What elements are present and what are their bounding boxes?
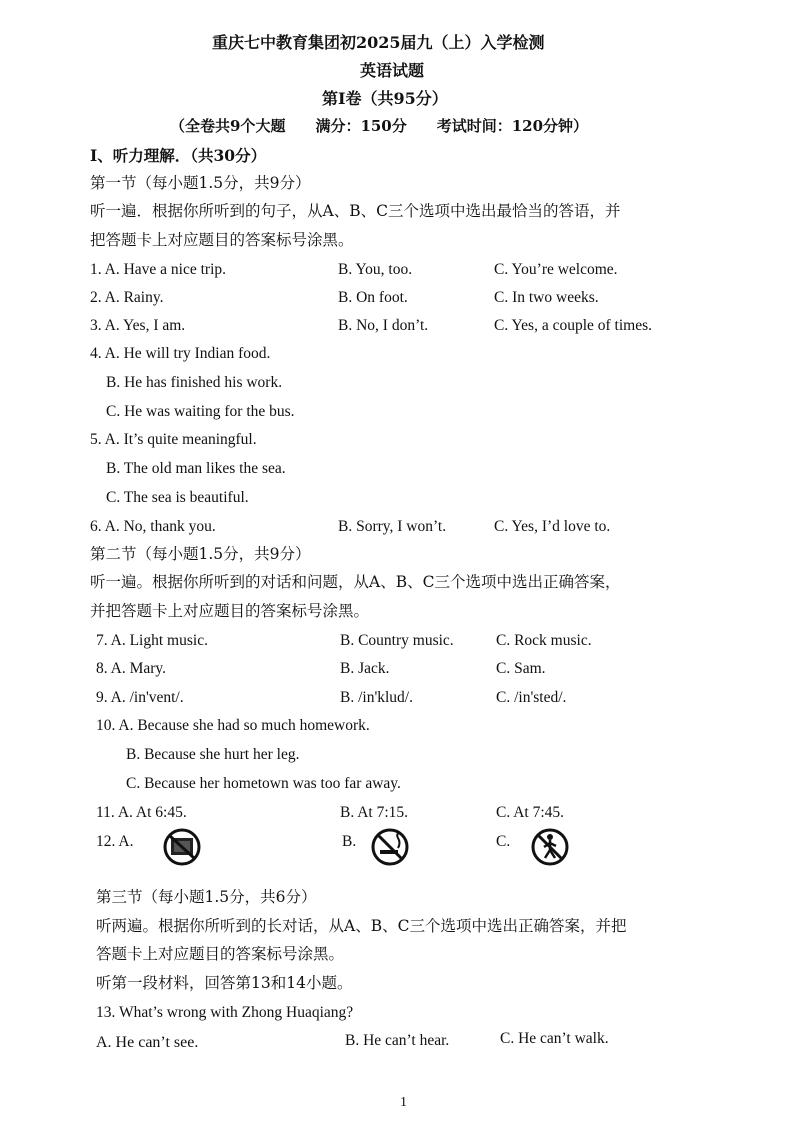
q6-option-c: C. Yes, I’d love to. bbox=[494, 518, 611, 535]
q9-option-a: 9. A. /in'vent/. bbox=[96, 689, 184, 706]
q9-option-b: B. /in'klud/. bbox=[340, 689, 413, 706]
q13-option-b: B. He can’t hear. bbox=[345, 1032, 450, 1049]
q12-option-b: B. bbox=[342, 833, 357, 850]
q2-option-a: 2. A. Rainy. bbox=[90, 289, 164, 306]
q13-stem: 13. What’s wrong with Zhong Huaqiang? bbox=[96, 1004, 354, 1021]
subsection-title-1: 第一节（每小题1.5分，共9分） bbox=[90, 174, 311, 192]
q13-option-c: C. He can’t walk. bbox=[500, 1030, 609, 1047]
instruction-line: 答题卡上对应题目的答案标号涂黑。 bbox=[96, 945, 345, 963]
q12-option-a: 12. A. bbox=[96, 833, 134, 850]
q4-option-b: B. He has finished his work. bbox=[106, 374, 283, 391]
q12-option-c: C. bbox=[496, 833, 511, 850]
subject-title: 英语试题 bbox=[360, 61, 425, 80]
volume-title: 第Ⅰ卷（共95分） bbox=[322, 89, 448, 108]
exam-title: 重庆七中教育集团初2025届九（上）入学检测 bbox=[212, 33, 545, 52]
q5-option-b: B. The old man likes the sea. bbox=[106, 460, 286, 477]
page-number: 1 bbox=[400, 1095, 407, 1110]
q11-option-b: B. At 7:15. bbox=[340, 804, 409, 821]
q3-option-a: 3. A. Yes, I am. bbox=[90, 317, 186, 334]
q1-option-c: C. You’re welcome. bbox=[494, 261, 618, 278]
section-title-listening: Ⅰ、听力理解．（共30分） bbox=[90, 146, 267, 165]
no-smoking-sign-icon bbox=[370, 828, 410, 866]
no-littering-sign-icon bbox=[530, 828, 570, 866]
instruction-line: 听第一段材料，回答第13和14小题。 bbox=[96, 974, 353, 992]
q13-option-a: A. He can’t see. bbox=[96, 1034, 199, 1051]
q1-option-b: B. You, too. bbox=[338, 261, 413, 278]
subsection-title-3: 第三节（每小题1.5分，共6分） bbox=[96, 888, 317, 906]
q7-option-a: 7. A. Light music. bbox=[96, 632, 208, 649]
q10-option-b: B. Because she hurt her leg. bbox=[126, 746, 300, 763]
q10-option-c: C. Because her hometown was too far away. bbox=[126, 775, 401, 792]
q3-option-b: B. No, I don’t. bbox=[338, 317, 429, 334]
q2-option-b: B. On foot. bbox=[338, 289, 408, 306]
instruction-line: 把答题卡上对应题目的答案标号涂黑。 bbox=[90, 231, 354, 249]
no-eating-sign-icon bbox=[162, 828, 202, 866]
q11-option-a: 11. A. At 6:45. bbox=[96, 804, 187, 821]
q8-option-b: B. Jack. bbox=[340, 660, 390, 677]
q9-option-c: C. /in'sted/. bbox=[496, 689, 567, 706]
q8-option-a: 8. A. Mary. bbox=[96, 660, 167, 677]
q1-option-a: 1. A. Have a nice trip. bbox=[90, 261, 227, 278]
q6-option-a: 6. A. No, thank you. bbox=[90, 518, 216, 535]
q5-option-c: C. The sea is beautiful. bbox=[106, 489, 249, 506]
instruction-line: 并把答题卡上对应题目的答案标号涂黑。 bbox=[90, 602, 370, 620]
q6-option-b: B. Sorry, I won’t. bbox=[338, 518, 447, 535]
q4-option-a: 4. A. He will try Indian food. bbox=[90, 345, 271, 362]
q10-option-a: 10. A. Because she had so much homework. bbox=[96, 717, 370, 734]
q7-option-b: B. Country music. bbox=[340, 632, 454, 649]
q5-option-a: 5. A. It’s quite meaningful. bbox=[90, 431, 257, 448]
instruction-line: 听一遍。根据你所听到的对话和问题，从A、B、C三个选项中选出正确答案， bbox=[90, 573, 621, 591]
q2-option-c: C. In two weeks. bbox=[494, 289, 599, 306]
instruction-line: 听两遍。根据你所听到的长对话，从A、B、C三个选项中选出正确答案，并把 bbox=[96, 917, 627, 935]
q3-option-c: C. Yes, a couple of times. bbox=[494, 317, 653, 334]
exam-info: （全卷共9个大题 满分：150分 考试时间：120分钟） bbox=[170, 117, 589, 135]
subsection-title-2: 第二节（每小题1.5分，共9分） bbox=[90, 545, 311, 563]
instruction-line: 听一遍．根据你所听到的句子，从A、B、C三个选项中选出最恰当的答语，并 bbox=[90, 202, 621, 220]
q4-option-c: C. He was waiting for the bus. bbox=[106, 403, 295, 420]
q8-option-c: C. Sam. bbox=[496, 660, 546, 677]
q11-option-c: C. At 7:45. bbox=[496, 804, 565, 821]
q7-option-c: C. Rock music. bbox=[496, 632, 592, 649]
